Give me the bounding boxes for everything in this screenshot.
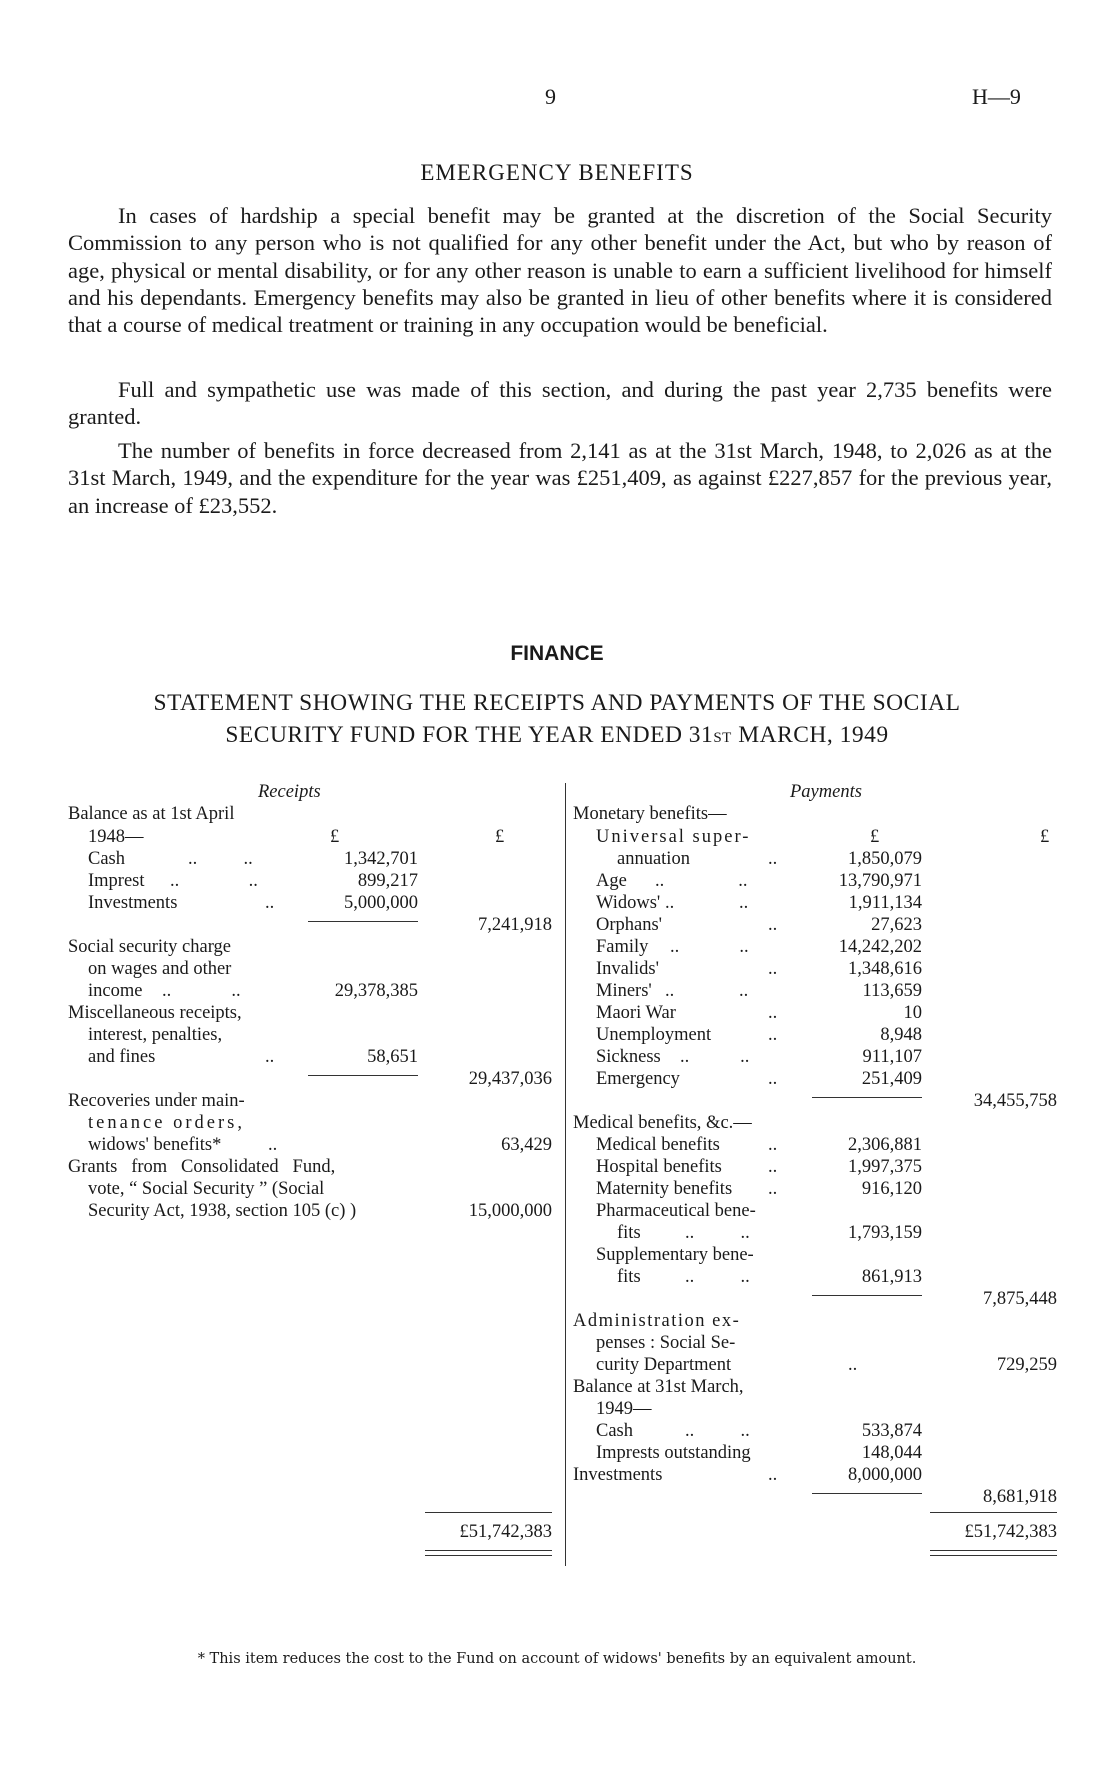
imprests-outstanding-label: Imprests outstanding [596, 1443, 751, 1463]
leader-dots: .. .. [665, 893, 749, 913]
emergency-benefits-title: EMERGENCY BENEFITS [420, 160, 694, 185]
invalids-label: Invalids' [596, 959, 659, 979]
grants-label-line2: vote, “ Social Security ” (Social [88, 1179, 325, 1199]
recoveries-label-line1: Recoveries under main- [68, 1091, 245, 1111]
supplementary-label-line2: fits [617, 1267, 641, 1287]
age-label: Age [596, 871, 627, 891]
medical-label: Medical benefits [596, 1135, 720, 1155]
payments-balance-total: 8,681,918 [983, 1487, 1057, 1507]
ssc-label-line1: Social security charge [68, 937, 232, 957]
medical-benefits-heading: Medical benefits, &c.— [573, 1113, 752, 1133]
receipt-imprest-label: Imprest [88, 871, 145, 891]
leader-dots: .. .. [188, 849, 253, 869]
receipt-investments-value: 5,000,000 [344, 893, 418, 913]
leader-dots: .. [768, 959, 778, 979]
balance-label-line2: 1948— [88, 827, 144, 847]
payments-grand-total: £51,742,383 [964, 1522, 1057, 1542]
misc-label-line2: interest, penalties, [88, 1025, 223, 1045]
receipts-heading: Receipts [258, 782, 321, 802]
leader-dots: .. .. [170, 871, 258, 891]
receipts-pound-col1: £ [330, 827, 340, 847]
ssc-label-line2: on wages and other [88, 959, 232, 979]
supplementary-label-line1: Supplementary bene- [596, 1245, 754, 1265]
column-divider [565, 783, 566, 1566]
admin-label-line1: Administration ex- [573, 1311, 741, 1331]
grants-value: 15,000,000 [468, 1201, 552, 1221]
payment-investments-value: 8,000,000 [848, 1465, 922, 1485]
pharmaceutical-value: 1,793,159 [848, 1223, 922, 1243]
double-rule-top [425, 1550, 552, 1551]
leader-dots: .. .. [680, 1047, 750, 1067]
subtotal-rule [812, 1097, 922, 1098]
emergency-label: Emergency [596, 1069, 680, 1089]
balance-label-line1: Balance at 31st March, [573, 1377, 744, 1397]
recoveries-label-line2: tenance orders, [88, 1113, 245, 1133]
ssc-misc-total: 29,437,036 [468, 1069, 552, 1089]
leader-dots: .. [768, 1025, 778, 1045]
widows-label: Widows' [596, 893, 661, 913]
admin-label-line3: curity Department [596, 1355, 732, 1375]
receipt-investments-label: Investments [88, 893, 178, 913]
leader-dots: .. [768, 1003, 778, 1023]
balance-label-line2: 1949— [596, 1399, 652, 1419]
leader-dots: .. .. [685, 1267, 750, 1287]
leader-dots: .. .. [655, 871, 748, 891]
leader-dots: .. [768, 1135, 778, 1155]
finance-title: FINANCE [510, 642, 604, 665]
admin-value: 729,259 [996, 1355, 1057, 1375]
receipt-cash-label: Cash [88, 849, 125, 869]
double-rule-bottom [930, 1555, 1057, 1556]
leader-dots: .. [768, 849, 778, 869]
leader-dots: .. .. [685, 1421, 750, 1441]
receipt-imprest-value: 899,217 [357, 871, 418, 891]
family-label: Family [596, 937, 649, 957]
widows-value: 1,911,134 [848, 893, 922, 913]
miners-label: Miners' [596, 981, 652, 1001]
maternity-value: 916,120 [861, 1179, 922, 1199]
invalids-value: 1,348,616 [848, 959, 922, 979]
maori-war-value: 10 [903, 1003, 922, 1023]
maternity-label: Maternity benefits [596, 1179, 733, 1199]
leader-dots: .. [768, 1465, 778, 1485]
sickness-value: 911,107 [862, 1047, 922, 1067]
emergency-value: 251,409 [861, 1069, 922, 1089]
pharmaceutical-label-line1: Pharmaceutical bene- [596, 1201, 756, 1221]
payment-cash-label: Cash [596, 1421, 633, 1441]
footnote: * This item reduces the cost to the Fund on account of widows' benefits by an equivalent amount. [197, 1651, 917, 1667]
balance-label-line1: Balance as at 1st April [68, 804, 235, 824]
medical-value: 2,306,881 [848, 1135, 922, 1155]
receipt-balance-total: 7,241,918 [478, 915, 552, 935]
medical-total: 7,875,448 [983, 1289, 1057, 1309]
universal-superannuation-line2: annuation [617, 849, 690, 869]
leader-dots: .. [848, 1355, 858, 1375]
imprests-outstanding-value: 148,044 [861, 1443, 922, 1463]
paragraph-1: In cases of hardship a special benefit may be granted at the discretion of the Social Security Commission to any person who is not qualified for any other benefit under the Act, but who by reason of age, physical or mental disability, or for any other reason is unable to earn a sufficient livelihood for himself and his dependants. Emergency benefits may also be granted in lieu of other benefits where it is considered that a course of medical treatment or training in any occupation would be beneficial. [68, 203, 1052, 338]
hospital-value: 1,997,375 [848, 1157, 922, 1177]
subtotal-rule [812, 1295, 922, 1296]
misc-label-line3: and fines [88, 1047, 156, 1067]
page-reference: H—9 [972, 84, 1021, 109]
leader-dots: .. [768, 1069, 778, 1089]
supplementary-value: 861,913 [861, 1267, 922, 1287]
statement-title-line-1: STATEMENT SHOWING THE RECEIPTS AND PAYMENTS OF THE SOCIAL [153, 690, 961, 716]
grants-label-line1: Grants from Consolidated Fund, [68, 1157, 336, 1177]
leader-dots: .. .. [162, 981, 241, 1001]
misc-value: 58,651 [367, 1047, 418, 1067]
subtotal-rule [812, 1493, 922, 1494]
paragraph-3: The number of benefits in force decreased from 2,141 as at the 31st March, 1948, to 2,026 as at the 31st March, 1949, and the expenditure for the year was £251,409, as against £227,857 for the previous year, an increase of £23,552. [68, 438, 1052, 518]
leader-dots: .. [768, 915, 778, 935]
total-rule [425, 1512, 552, 1513]
page-number: 9 [545, 84, 556, 109]
payments-pound-col1: £ [870, 827, 880, 847]
payments-heading: Payments [790, 782, 862, 802]
payments-pound-col2: £ [1040, 827, 1050, 847]
recoveries-label-line3: widows' benefits* [88, 1135, 222, 1155]
leader-dots: .. [265, 893, 275, 913]
pharmaceutical-label-line2: fits [617, 1223, 641, 1243]
unemployment-label: Unemployment [596, 1025, 712, 1045]
receipt-cash-value: 1,342,701 [344, 849, 418, 869]
monetary-benefits-heading: Monetary benefits— [573, 804, 727, 824]
leader-dots: .. [768, 1179, 778, 1199]
statement-title-line-2: SECURITY FUND FOR THE YEAR ENDED 31ST MARCH, 1949 [225, 722, 889, 748]
ssc-value: 29,378,385 [334, 981, 418, 1001]
ssc-label-line3: income [88, 981, 143, 1001]
leader-dots: .. [268, 1135, 278, 1155]
leader-dots: .. [265, 1047, 275, 1067]
sickness-label: Sickness [596, 1047, 661, 1067]
subtotal-rule [308, 1075, 418, 1076]
receipts-pound-col2: £ [495, 827, 505, 847]
leader-dots: .. .. [685, 1223, 750, 1243]
universal-superannuation-line1: Universal super- [596, 827, 751, 847]
misc-label-line1: Miscellaneous receipts, [68, 1003, 242, 1023]
double-rule-top [930, 1550, 1057, 1551]
payment-cash-value: 533,874 [861, 1421, 922, 1441]
unemployment-value: 8,948 [880, 1025, 922, 1045]
universal-superannuation-value: 1,850,079 [848, 849, 922, 869]
double-rule-bottom [425, 1555, 552, 1556]
miners-value: 113,659 [862, 981, 922, 1001]
leader-dots: .. .. [670, 937, 749, 957]
receipts-grand-total: £51,742,383 [459, 1522, 552, 1542]
family-value: 14,242,202 [838, 937, 922, 957]
grants-label-line3: Security Act, 1938, section 105 (c) ) [88, 1201, 357, 1221]
age-value: 13,790,971 [838, 871, 922, 891]
paragraph-2: Full and sympathetic use was made of this section, and during the past year 2,735 benefits were granted. [68, 377, 1052, 430]
maori-war-label: Maori War [596, 1003, 676, 1023]
orphans-value: 27,623 [871, 915, 922, 935]
recoveries-value: 63,429 [501, 1135, 552, 1155]
hospital-label: Hospital benefits [596, 1157, 722, 1177]
monetary-total: 34,455,758 [973, 1091, 1057, 1111]
subtotal-rule [308, 921, 418, 922]
orphans-label: Orphans' [596, 915, 663, 935]
total-rule [930, 1512, 1057, 1513]
payment-investments-label: Investments [573, 1465, 663, 1485]
leader-dots: .. [768, 1157, 778, 1177]
admin-label-line2: penses : Social Se- [596, 1333, 736, 1353]
leader-dots: .. .. [665, 981, 749, 1001]
